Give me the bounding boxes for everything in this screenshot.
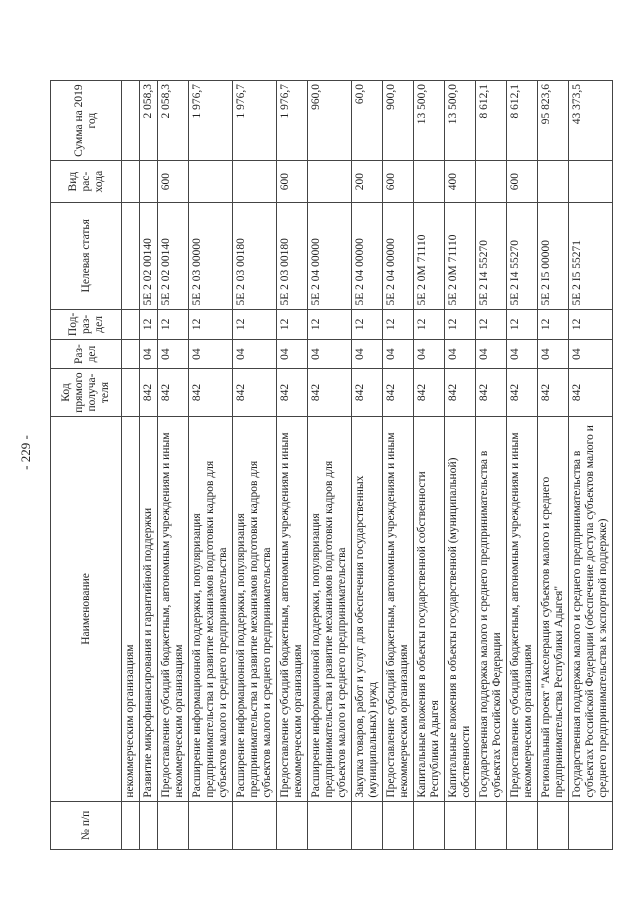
- cell-subsection: 12: [538, 309, 569, 340]
- cell-no: [538, 801, 569, 849]
- cell-name: Предоставление субсидий бюджетным, автономным учреждениям и иным некоммерческим организациям: [158, 417, 189, 802]
- table-body: [122, 81, 613, 850]
- cell-target: 5Е 2 I4 55270: [476, 202, 507, 309]
- header-section: Раз-дел: [51, 340, 122, 369]
- cell-no: [445, 801, 476, 849]
- cell-code: 842: [383, 368, 414, 416]
- header-sum: Сумма на 2019 год: [51, 81, 122, 161]
- cell-sum: 13 500,0: [445, 81, 476, 161]
- cell-sum: 1 976,7: [277, 81, 308, 161]
- cell-section: 04: [507, 340, 538, 369]
- cell-code: 842: [507, 368, 538, 416]
- cell-section: 04: [352, 340, 383, 369]
- cell-vid: [233, 161, 277, 203]
- cell-vid: 400: [445, 161, 476, 203]
- header-subsection: Под-раз-дел: [51, 309, 122, 340]
- cell-section: 04: [445, 340, 476, 369]
- cell-no: [158, 801, 189, 849]
- cell-sum: 43 373,5: [569, 81, 613, 161]
- cell-code: 842: [538, 368, 569, 416]
- cell-section: 04: [189, 340, 233, 369]
- cell-section: 04: [569, 340, 613, 369]
- cell-sum: 13 500,0: [414, 81, 445, 161]
- cell-section: 04: [308, 340, 352, 369]
- table-row: [277, 81, 308, 850]
- cell-name: некоммерческим организациям: [122, 417, 140, 802]
- cell-section: 04: [414, 340, 445, 369]
- cell-name: Государственная поддержка малого и среднего предпринимательства в субъектах Российской Федерации: [476, 417, 507, 802]
- cell-sum: 60,0: [352, 81, 383, 161]
- cell-subsection: 12: [189, 309, 233, 340]
- cell-section: 04: [538, 340, 569, 369]
- table-row: [445, 81, 476, 850]
- table-row: [140, 81, 158, 850]
- table-row: [507, 81, 538, 850]
- cell-target: 5Е 2 04 00000: [383, 202, 414, 309]
- cell-sum: 1 976,7: [189, 81, 233, 161]
- cell-name: Развитие микрофинансирования и гарантийной поддержки: [140, 417, 158, 802]
- cell-code: [122, 368, 140, 416]
- table-row: [308, 81, 352, 850]
- cell-section: [122, 340, 140, 369]
- table-row: [476, 81, 507, 850]
- cell-vid: [538, 161, 569, 203]
- cell-target: 5Е 2 02 00140: [140, 202, 158, 309]
- cell-subsection: 12: [507, 309, 538, 340]
- cell-target: 5Е 2 03 00180: [277, 202, 308, 309]
- cell-code: 842: [414, 368, 445, 416]
- cell-name: Расширение информационной поддержки, популяризация предпринимательства и развитие механизмов подготовки кадров для субъектов малого и среднего предпринимательства: [233, 417, 277, 802]
- cell-name: Расширение информационной поддержки, популяризация предпринимательства и развитие механизмов подготовки кадров для субъектов малого и среднего предпринимательства: [308, 417, 352, 802]
- cell-sum: 8 612,1: [476, 81, 507, 161]
- cell-no: [122, 801, 140, 849]
- cell-code: 842: [308, 368, 352, 416]
- cell-vid: 600: [383, 161, 414, 203]
- cell-subsection: 12: [352, 309, 383, 340]
- cell-code: 842: [445, 368, 476, 416]
- cell-section: 04: [476, 340, 507, 369]
- cell-no: [277, 801, 308, 849]
- cell-no: [352, 801, 383, 849]
- cell-vid: [569, 161, 613, 203]
- table-header-row: [51, 81, 122, 850]
- cell-subsection: 12: [445, 309, 476, 340]
- cell-sum: 2 058,3: [140, 81, 158, 161]
- cell-vid: 200: [352, 161, 383, 203]
- cell-target: 5Е 2 0М 71110: [445, 202, 476, 309]
- cell-subsection: 12: [277, 309, 308, 340]
- cell-no: [140, 801, 158, 849]
- cell-name: Региональный проект "Акселерация субъектов малого и среднего предпринимательства Республики Адыгея": [538, 417, 569, 802]
- cell-subsection: 12: [569, 309, 613, 340]
- cell-subsection: 12: [158, 309, 189, 340]
- cell-no: [507, 801, 538, 849]
- table-row: [122, 81, 140, 850]
- header-no: № п/п: [51, 801, 122, 849]
- cell-target: 5Е 2 I5 00000: [538, 202, 569, 309]
- header-name: Наименование: [51, 417, 122, 802]
- cell-section: 04: [383, 340, 414, 369]
- cell-code: 842: [140, 368, 158, 416]
- cell-vid: 600: [277, 161, 308, 203]
- cell-subsection: 12: [414, 309, 445, 340]
- cell-sum: 1 976,7: [233, 81, 277, 161]
- table-row: [383, 81, 414, 850]
- cell-no: [383, 801, 414, 849]
- cell-vid: [122, 161, 140, 203]
- cell-vid: 600: [507, 161, 538, 203]
- cell-vid: [308, 161, 352, 203]
- cell-code: 842: [189, 368, 233, 416]
- cell-vid: [189, 161, 233, 203]
- cell-name: Капитальные вложения в объекты государственной собственности Республики Адыгея: [414, 417, 445, 802]
- cell-no: [189, 801, 233, 849]
- cell-name: Расширение информационной поддержки, популяризация предпринимательства и развитие механизмов подготовки кадров для субъектов малого и среднего предпринимательства: [189, 417, 233, 802]
- cell-name: Предоставление субсидий бюджетным, автономным учреждениям и иным некоммерческим организациям: [383, 417, 414, 802]
- cell-target: 5Е 2 0М 71110: [414, 202, 445, 309]
- cell-target: [122, 202, 140, 309]
- budget-table: [50, 80, 613, 850]
- cell-target: 5Е 2 03 00180: [233, 202, 277, 309]
- cell-name: Предоставление субсидий бюджетным, автономным учреждениям и иным некоммерческим организациям: [507, 417, 538, 802]
- table-row: [233, 81, 277, 850]
- cell-sum: 960,0: [308, 81, 352, 161]
- cell-code: 842: [158, 368, 189, 416]
- header-vid: Вид рас-хода: [51, 161, 122, 203]
- cell-name: Предоставление субсидий бюджетным, автономным учреждениям и иным некоммерческим организациям: [277, 417, 308, 802]
- cell-no: [476, 801, 507, 849]
- cell-subsection: 12: [383, 309, 414, 340]
- cell-target: 5Е 2 04 00000: [352, 202, 383, 309]
- cell-sum: [122, 81, 140, 161]
- table-row: [538, 81, 569, 850]
- cell-sum: 2 058,3: [158, 81, 189, 161]
- cell-target: 5Е 2 03 00000: [189, 202, 233, 309]
- cell-vid: 600: [158, 161, 189, 203]
- cell-name: Закупка товаров, работ и услуг для обеспечения государственных (муниципальных) нужд: [352, 417, 383, 802]
- cell-vid: [140, 161, 158, 203]
- header-target: Целевая статья: [51, 202, 122, 309]
- cell-section: 04: [140, 340, 158, 369]
- cell-subsection: 12: [140, 309, 158, 340]
- cell-code: 842: [569, 368, 613, 416]
- cell-target: 5Е 2 02 00140: [158, 202, 189, 309]
- page-number: - 229 -: [18, 435, 33, 470]
- table-row: [569, 81, 613, 850]
- cell-target: 5Е 2 I5 55271: [569, 202, 613, 309]
- header-code: Код прямого получа-теля: [51, 368, 122, 416]
- cell-section: 04: [277, 340, 308, 369]
- cell-name: Государственная поддержка малого и среднего предпринимательства в субъектах Российской Федерации (обеспечение доступа субъектов малого и среднего предпринимательства к экспортной поддержке): [569, 417, 613, 802]
- table-row: [158, 81, 189, 850]
- cell-subsection: 12: [233, 309, 277, 340]
- cell-target: 5Е 2 04 00000: [308, 202, 352, 309]
- cell-no: [414, 801, 445, 849]
- cell-name: Капитальные вложения в объекты государственной (муниципальной) собственности: [445, 417, 476, 802]
- cell-subsection: 12: [476, 309, 507, 340]
- cell-no: [308, 801, 352, 849]
- cell-sum: 900,0: [383, 81, 414, 161]
- cell-sum: 95 823,6: [538, 81, 569, 161]
- table-row: [414, 81, 445, 850]
- table-row: [189, 81, 233, 850]
- cell-code: 842: [352, 368, 383, 416]
- cell-subsection: 12: [308, 309, 352, 340]
- cell-no: [233, 801, 277, 849]
- cell-code: 842: [233, 368, 277, 416]
- cell-subsection: [122, 309, 140, 340]
- cell-no: [569, 801, 613, 849]
- cell-sum: 8 612,1: [507, 81, 538, 161]
- cell-section: 04: [233, 340, 277, 369]
- cell-code: 842: [476, 368, 507, 416]
- cell-target: 5Е 2 I4 55270: [507, 202, 538, 309]
- cell-vid: [476, 161, 507, 203]
- cell-vid: [414, 161, 445, 203]
- table-row: [352, 81, 383, 850]
- cell-section: 04: [158, 340, 189, 369]
- cell-code: 842: [277, 368, 308, 416]
